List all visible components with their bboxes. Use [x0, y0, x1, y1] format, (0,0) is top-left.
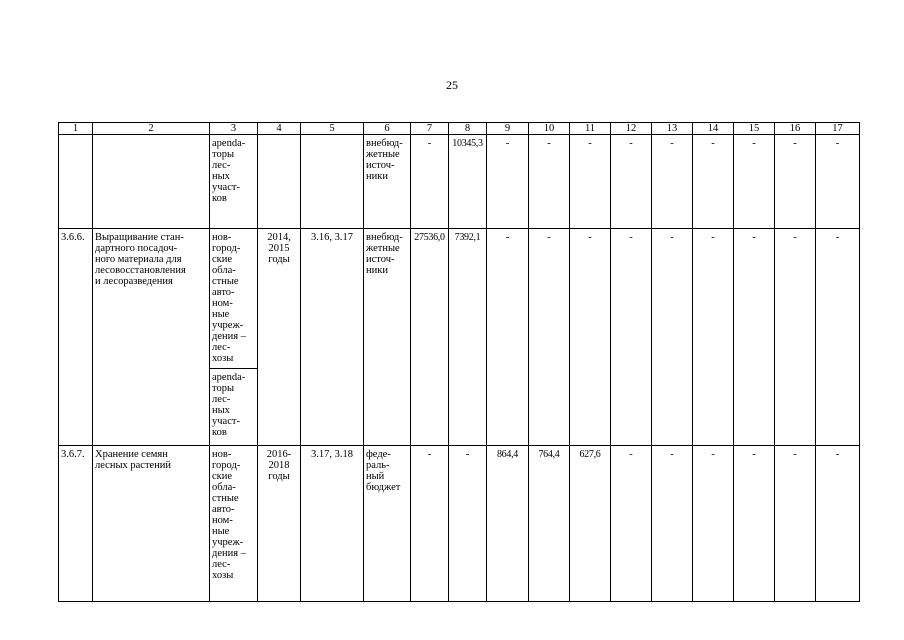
header-cell: 6: [364, 123, 411, 135]
value-cell: -: [611, 135, 652, 229]
header-cell: 8: [449, 123, 487, 135]
activity-cell: Хранение семян лесных растений: [93, 446, 210, 602]
indicator-cell: 3.17, 3.18: [301, 446, 364, 602]
value-cell: 864,4: [487, 446, 529, 602]
value-cell: -: [816, 135, 860, 229]
period-cell: 2016- 2018 годы: [258, 446, 301, 602]
header-cell: 14: [693, 123, 734, 135]
header-cell: 9: [487, 123, 529, 135]
value-cell: -: [775, 229, 816, 446]
page-number: 25: [446, 78, 458, 92]
header-cell: 2: [93, 123, 210, 135]
table-row: [59, 229, 860, 446]
program-table: [58, 122, 860, 602]
table-row: [59, 446, 860, 602]
header-cell: 17: [816, 123, 860, 135]
value-cell: -: [652, 229, 693, 446]
value-cell: -: [449, 446, 487, 602]
value-cell: -: [693, 135, 734, 229]
value-cell: -: [611, 229, 652, 446]
row-number-cell: [59, 135, 93, 229]
value-cell: -: [816, 229, 860, 446]
source-cell: внебюд- жетные источ- ники: [364, 135, 411, 229]
executor-subcell: арenda- торы лес- ных участ- ков: [210, 368, 257, 438]
period-cell: [258, 135, 301, 229]
value-cell: -: [529, 135, 570, 229]
value-cell: -: [693, 446, 734, 602]
value-cell: 627,6: [570, 446, 611, 602]
indicator-cell: 3.16, 3.17: [301, 229, 364, 446]
value-cell: -: [775, 446, 816, 602]
value-cell: -: [487, 135, 529, 229]
executor-cell: арenda- торы лес- ных участ- ков: [210, 135, 258, 229]
source-cell: внебюд- жетные источ- ники: [364, 229, 411, 446]
value-cell: -: [411, 135, 449, 229]
header-cell: 10: [529, 123, 570, 135]
executor-cell: нов- город- ские обла- стные авто- ном- ные учреж- дения – лес- хозы арenda- торы лес- ных участ- ков: [210, 229, 258, 446]
header-cell: 12: [611, 123, 652, 135]
value-cell: -: [816, 446, 860, 602]
value-cell: -: [734, 446, 775, 602]
header-cell: 15: [734, 123, 775, 135]
executor-cell: нов- город- ские обла- стные авто- ном- ные учреж- дения – лес- хозы: [210, 446, 258, 602]
header-cell: 5: [301, 123, 364, 135]
row-number-cell: 3.6.7.: [59, 446, 93, 602]
header-row: [59, 123, 860, 135]
header-cell: 11: [570, 123, 611, 135]
header-cell: 13: [652, 123, 693, 135]
value-cell: -: [693, 229, 734, 446]
header-cell: 7: [411, 123, 449, 135]
value-cell: -: [570, 229, 611, 446]
value-cell: -: [734, 229, 775, 446]
value-cell: -: [611, 446, 652, 602]
row-number-cell: 3.6.6.: [59, 229, 93, 446]
activity-cell: [93, 135, 210, 229]
value-cell: -: [411, 446, 449, 602]
header-cell: 1: [59, 123, 93, 135]
value-cell: 764,4: [529, 446, 570, 602]
activity-cell: Выращивание стан- дартного посадоч- ного материала для лесовосстановления и лесоразведения: [93, 229, 210, 446]
value-cell: -: [652, 446, 693, 602]
value-cell: 7392,1: [449, 229, 487, 446]
period-cell: 2014, 2015 годы: [258, 229, 301, 446]
value-cell: 27536,0: [411, 229, 449, 446]
table-row: [59, 135, 860, 229]
header-cell: 4: [258, 123, 301, 135]
header-cell: 3: [210, 123, 258, 135]
value-cell: 10345,3: [449, 135, 487, 229]
value-cell: -: [487, 229, 529, 446]
source-cell: феде- раль- ный бюджет: [364, 446, 411, 602]
value-cell: -: [529, 229, 570, 446]
indicator-cell: [301, 135, 364, 229]
value-cell: -: [734, 135, 775, 229]
header-cell: 16: [775, 123, 816, 135]
value-cell: -: [652, 135, 693, 229]
value-cell: -: [775, 135, 816, 229]
value-cell: -: [570, 135, 611, 229]
